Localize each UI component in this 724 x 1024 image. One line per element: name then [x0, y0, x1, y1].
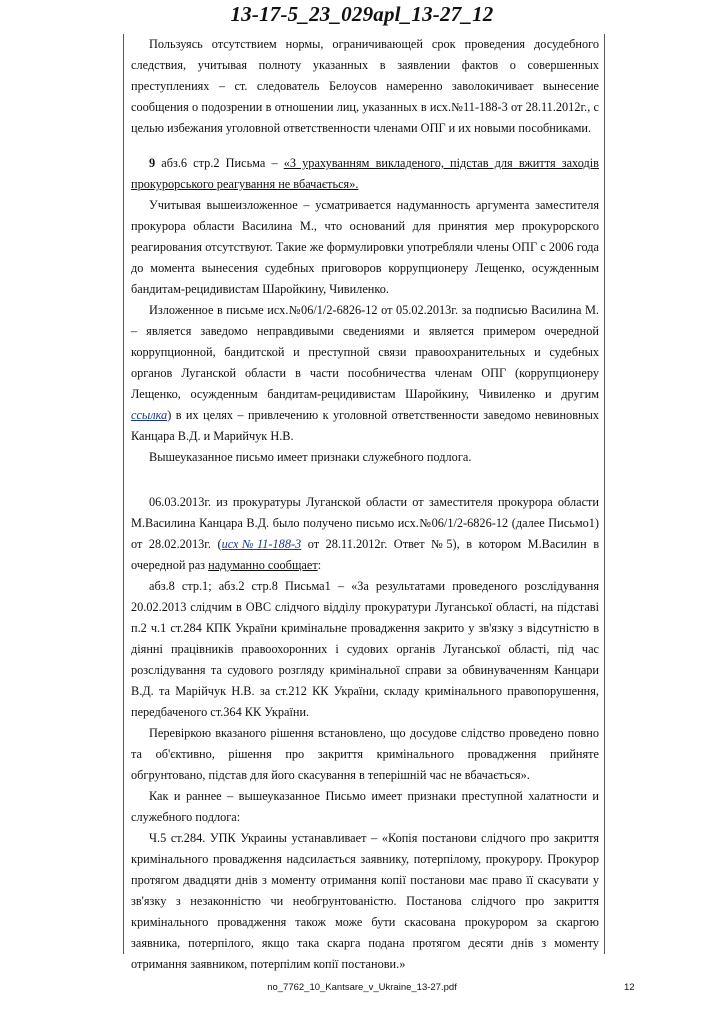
paragraph-2-quote: «З урахуванням викладеного, підстав для вжиття заходів прокурорського реагування не вбачається». [131, 156, 599, 191]
paragraph-2-prefix: абз.6 стр.2 Письма – [155, 156, 284, 170]
paragraph-7: абз.8 стр.1; абз.2 стр.8 Письма1 – «За результатами проведеного розслідування 20.02.2013 слідчим в ОВС слідчого відділу прокуратури Луганської області, на підставі п.2 ч.1 ст.284 КПК України кримінальне провадження закрито у зв'язку з відсутністю в діянні працівників правоохоронних і судових органів Луганської області, під час розслідування та судового розгляду кримінальної справи за обвинуваченням Канцари В.Д. та Марійчук Н.В. за ст.212 КК України, складу кримінального правопорушення, передбаченого ст.364 КК України. [131, 579, 599, 719]
paragraph-10: Ч.5 ст.284. УПК Украины устанавливает – «Копія постанови слідчого про закриття кримінального провадження надсилається заявнику, потерпілому, прокурору. Прокурор протягом двадцяти днів з моменту отримання копії постанови має право її скасувати у зв'язку з незаконністю чи необгрунтованістю. Постанова слідчого про закриття кримінального провадження також може бути скасована прокурором за скаргою заявника, потерпілого, якщо така скарга подана протягом десяти днів з моменту отримання заявником, потерпілим копії постанови.» [131, 831, 599, 971]
paragraph-3: Учитывая вышеизложенное – усматривается надуманность аргумента заместителя прокурора области Василина М., что оснований для принятия мер прокурорского реагирования отсутствуют. Такие же формулировки употребляли члены ОПГ с 2006 года до момента вынесения судебных приговоров коррупционеру Лещенко, осужденным бандитам-рецидивистам Шаройкину, Чивиленко. [131, 198, 599, 296]
paragraph-4 [131, 300, 599, 447]
paragraph-spacer [131, 468, 599, 492]
paragraph-spacer [131, 139, 599, 153]
document-body [131, 34, 599, 975]
paragraph-6-underlined: надуманно сообщает [208, 558, 318, 572]
footer-page-number: 12 [624, 982, 635, 993]
paragraph-1: Пользуясь отсутствием нормы, ограничивающей срок проведения досудебного следствия, учитывая полноту указанных в заявлении фактов о совершенных преступлениях – ст. следователь Белоусов намеренно заволокичивает вынесение сообщения о подозрении в отношении лиц, указанных в исх.№11-188-3 от 28.11.2012г., с целью избежания уголовной ответственности членами ОПГ и их новыми пособниками. [131, 37, 599, 135]
paragraph-5: Вышеуказанное письмо имеет признаки служебного подлога. [149, 450, 472, 464]
left-margin-line [123, 34, 124, 954]
paragraph-9: Как и раннее – вышеуказанное Письмо имеет признаки преступной халатности и служебного подлога: [131, 789, 599, 824]
right-margin-line [604, 34, 605, 954]
reference-link[interactable]: ссылка [131, 408, 168, 422]
document-header-title: 13-17-5_23_029apl_13-27_12 [230, 2, 494, 26]
paragraph-4-text-a: Изложенное в письме исх.№06/1/2-6826-12 от 05.02.2013г. за подписью Василина М. – является заведомо неправдивыми сведениями и является примером очередной коррупционной, бандитской и преступной связи правоохранительных и судебных органов Луганской области в части пособничества членам ОПГ (коррупционеру Лещенко, осужденным бандитам-рецидивистам Шаройкину, Чивиленко и другим [131, 303, 599, 401]
paragraph-6-text-b: от 28.11.2012г. Ответ №5), в котором М.Василин в очередной раз [131, 537, 600, 572]
paragraph-6 [131, 492, 599, 576]
paragraph-8: Перевіркою вказаного рішення встановлено, що досудове слідство проведено повно та об'єктивно, рішення про закриття кримінального провадження прийняте обгрунтовано, підстав для його скасування в теперішній час не вбачається». [131, 726, 599, 782]
paragraph-6-text-c: : [317, 558, 322, 572]
paragraph-2 [131, 153, 599, 195]
footer-filename: no_7762_10_Kantsare_v_Ukraine_13-27.pdf [267, 982, 457, 993]
letter-reference-link[interactable]: исх№11-188-3 [221, 537, 302, 551]
paragraph-6-text-a: 06.03.2013г. из прокуратуры Луганской области от заместителя прокурора области М.Василина Канцара В.Д. было получено письмо исх.№06/1/2-6826-12 (далее Письмо1) от 28.02.2013г. ( [131, 495, 599, 551]
paragraph-4-text-b: ) в их целях – привлечению к уголовной ответственности заведомо невиновных Канцара В.Д. и Марийчук Н.В. [131, 408, 599, 443]
item-number: 9 [149, 156, 156, 170]
